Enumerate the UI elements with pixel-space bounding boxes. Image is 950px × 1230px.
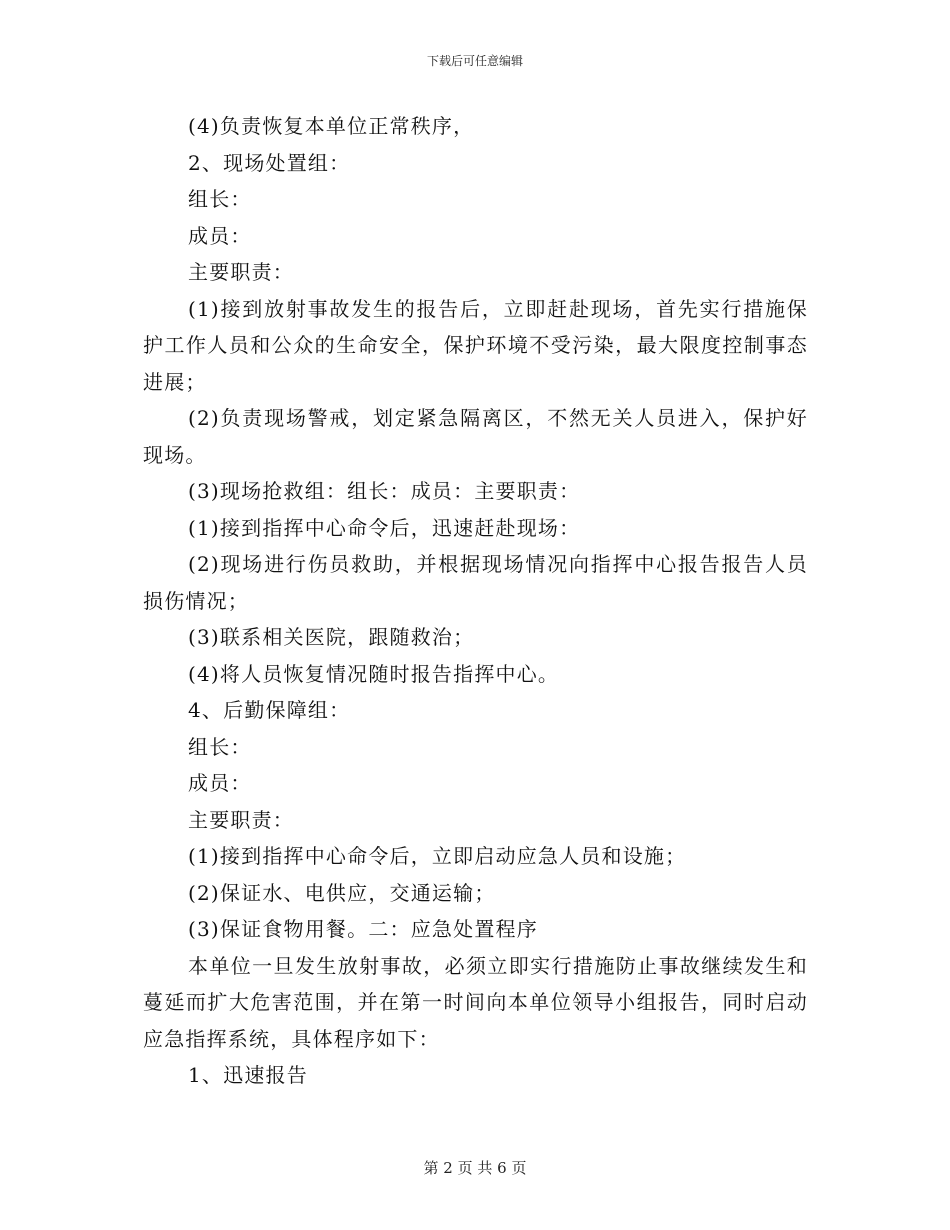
paragraph: 主要职责： — [188, 807, 294, 832]
paragraph: 组长： — [188, 187, 252, 211]
paragraph: (2)负责现场警戒，划定紧急隔离区，不然无关人员进入，保护好现场。 — [143, 406, 808, 467]
paragraph: (3)联系相关医院，跟随救治； — [188, 625, 475, 649]
paragraph: (4)负责恢复本单位正常秩序， — [188, 114, 475, 138]
paragraph: 本单位一旦发生放射事故，必须立即实行措施防止事故继续发生和蔓延而扩大危害范围，并在第一时间向本单位领导小组报告，同时启动应急指挥系统，具体程序如下： — [143, 953, 808, 1051]
page-header-note: 下载后可任意编辑 — [426, 54, 523, 68]
paragraph: (2)保证水、电供应，交通运输； — [188, 880, 496, 905]
paragraph: (1)接到指挥中心命令后，迅速赶赴现场： — [188, 515, 581, 540]
document-body — [143, 108, 808, 1094]
paragraph: 成员： — [188, 223, 252, 248]
section-heading: 1、迅速报告 — [188, 1063, 308, 1087]
paragraph: (1)接到指挥中心命令后，立即启动应急人员和设施； — [188, 844, 687, 868]
section-heading: 4、后勤保障组： — [188, 698, 351, 722]
paragraph: (2)现场进行伤员救助，并根据现场情况向指挥中心报告报告人员损伤情况； — [143, 552, 808, 613]
paragraph: 组长： — [188, 734, 252, 759]
section-heading: 2、现场处置组： — [188, 150, 351, 175]
paragraph: 成员： — [188, 771, 252, 795]
paragraph: (4)将人员恢复情况随时报告指挥中心。 — [188, 661, 560, 686]
paragraph: (3)现场抢救组：组长：成员：主要职责： — [188, 479, 581, 503]
paragraph: (1)接到放射事故发生的报告后，立即赶赴现场，首先实行措施保护工作人员和公众的生命安全，保护环境不受污染，最大限度控制事态进展； — [143, 296, 808, 394]
page-number: 第 2 页 共 6 页 — [423, 1159, 527, 1177]
paragraph: (3)保证食物用餐。二：应急处置程序 — [188, 917, 538, 941]
paragraph: 主要职责： — [188, 260, 294, 284]
